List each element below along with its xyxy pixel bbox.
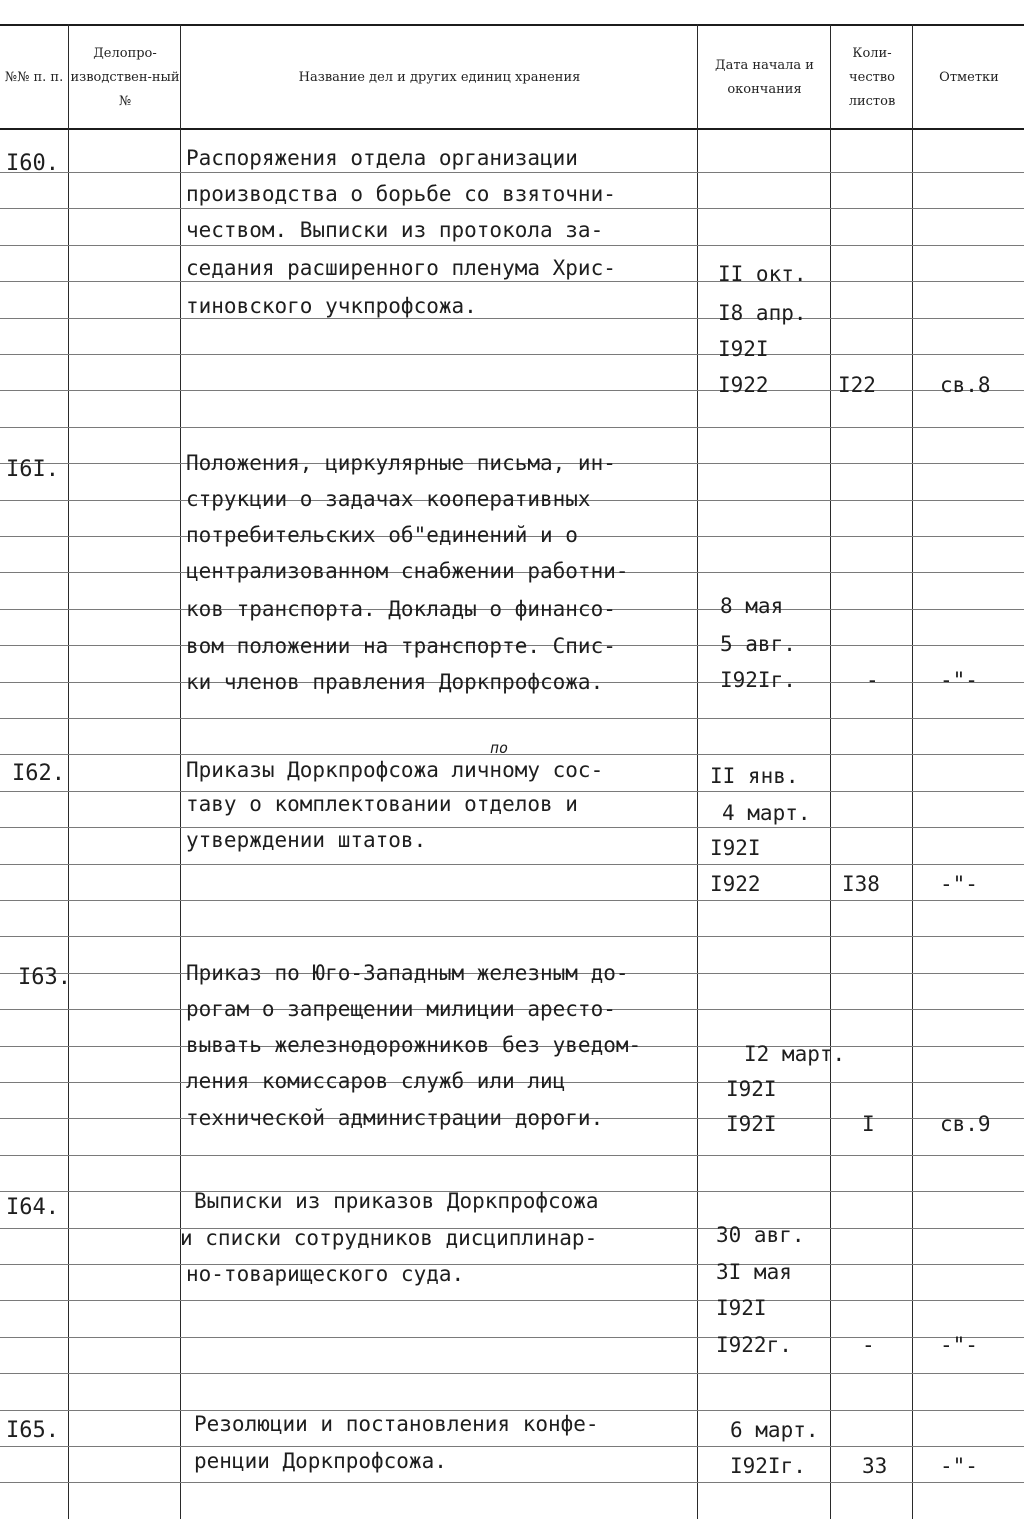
ruled-line — [0, 427, 1024, 428]
record-date-line: I92I — [726, 1112, 777, 1136]
record-notes: -"- — [940, 872, 978, 896]
record-title-line: ков транспорта. Доклады о финансо- — [186, 597, 616, 621]
record-title-line: вывать железнодорожников без уведом- — [186, 1033, 642, 1057]
record-sheets: - — [862, 1333, 875, 1357]
record-title-line: централизованном снабжении работни- — [186, 559, 629, 583]
record-title-line: вом положении на транспорте. Спис- — [186, 634, 616, 658]
record-date-line: I92Iг. — [720, 668, 796, 692]
record-title-line: ки членов правления Доркпрофсожа. — [186, 670, 604, 694]
ruled-line — [0, 827, 1024, 828]
column-divider-3 — [697, 24, 698, 1519]
column-divider-1 — [68, 24, 69, 1519]
ruled-line — [0, 1264, 1024, 1265]
record-title-line: таву о комплектовании отделов и — [186, 792, 578, 816]
record-date-line: 5 авг. — [720, 632, 796, 656]
header-sheets: Коли-чество листов — [848, 46, 896, 109]
column-divider-4 — [830, 24, 831, 1519]
record-title-line: рогам о запрещении милиции арестo- — [186, 997, 616, 1021]
ruled-line — [0, 718, 1024, 719]
record-number: I60. — [6, 151, 59, 176]
record-date-line: 30 авг. — [716, 1223, 805, 1247]
record-date-line: I922 — [718, 373, 769, 397]
header-notes: Отметки — [939, 70, 999, 85]
header-title: Название дел и других единиц хранения — [298, 70, 581, 85]
record-title-line: и списки сотрудников дисциплинар- — [180, 1226, 598, 1250]
record-title-line: Приказ по Юго-Западным железным до- — [186, 961, 629, 985]
ruled-line — [0, 318, 1024, 319]
table-top-border — [0, 24, 1024, 26]
record-date-line: I8 апр. — [718, 301, 807, 325]
record-notes: -"- — [940, 668, 978, 692]
record-number: I64. — [6, 1195, 59, 1220]
record-title-line: Выписки из приказов Доркпрофсожа — [194, 1189, 599, 1213]
record-date-line: I92Iг. — [730, 1454, 806, 1478]
header-number: №№ п. п. — [4, 70, 64, 85]
record-date-line: 4 март. — [722, 801, 811, 825]
ruled-line — [0, 1373, 1024, 1374]
column-divider-2 — [180, 24, 181, 1519]
record-date-line: 8 мая — [720, 594, 784, 618]
header-bottom-border — [0, 128, 1024, 130]
record-date-line: II янв. — [710, 764, 799, 788]
record-notes: св.9 — [940, 1112, 991, 1136]
record-date-line: I92I — [710, 836, 761, 860]
header-dates: Дата начала и окончания — [715, 58, 814, 97]
record-title-line: струкции о задачах кооперативных — [186, 487, 591, 511]
record-sheets: - — [866, 668, 879, 692]
ruled-line — [0, 1446, 1024, 1447]
ruled-line — [0, 1155, 1024, 1156]
record-title-line: Резолюции и постановления конфе- — [194, 1412, 599, 1436]
record-date-line: I92I — [718, 337, 769, 361]
record-date-line: I922г. — [716, 1333, 792, 1357]
record-title-superscript: по — [490, 739, 509, 757]
record-notes: -"- — [940, 1454, 978, 1478]
record-notes: св.8 — [940, 373, 991, 397]
column-divider-5 — [912, 24, 913, 1519]
record-title-line: но-товарищеского суда. — [186, 1262, 465, 1286]
record-date-line: I922 — [710, 872, 761, 896]
record-sheets: I38 — [842, 872, 880, 896]
record-title-line: Положения, циркулярные письма, ин- — [186, 451, 616, 475]
ruled-line — [0, 1300, 1024, 1301]
record-title-line: производства о борьбе со взяточни- — [186, 182, 616, 206]
record-sheets: I — [862, 1112, 875, 1136]
record-notes: -"- — [940, 1333, 978, 1357]
record-date-line: I2 март. — [744, 1042, 846, 1066]
ruled-line — [0, 354, 1024, 355]
record-sheets: I22 — [838, 373, 876, 397]
record-number: I63. — [18, 965, 71, 990]
record-date-line: I92I — [726, 1077, 777, 1101]
record-number: I6I. — [6, 457, 59, 482]
record-title-line: тиновского учкпрофсожа. — [186, 294, 477, 318]
record-title-line: Приказы Доркпрофсожа личному сос- — [186, 758, 604, 782]
record-title-line: ренции Доркпрофсожа. — [194, 1449, 447, 1473]
ruled-line — [0, 936, 1024, 937]
record-sheets: 33 — [862, 1454, 888, 1478]
record-title-line: Распоряжения отдела организации — [186, 146, 578, 170]
record-title-line: седания расширенного пленума Хрис- — [186, 256, 616, 280]
header-office-number: Делопро-изводствен-ный № — [70, 46, 180, 109]
record-title-line: технической администрации дороги. — [186, 1106, 604, 1130]
record-number: I62. — [12, 761, 65, 786]
record-date-line: II окт. — [718, 262, 807, 286]
record-date-line: 3I мая — [716, 1260, 792, 1284]
record-title-line: утверждении штатов. — [186, 828, 427, 852]
record-title-line: чеством. Выписки из протокола за- — [186, 218, 604, 242]
record-title-line: потребительских об"единений и о — [186, 523, 578, 547]
record-number: I65. — [6, 1418, 59, 1443]
record-date-line: 6 март. — [730, 1418, 819, 1442]
ruled-line — [0, 864, 1024, 865]
record-title-line: ления комиссаров служб или лиц — [186, 1069, 566, 1093]
record-date-line: I92I — [716, 1296, 767, 1320]
